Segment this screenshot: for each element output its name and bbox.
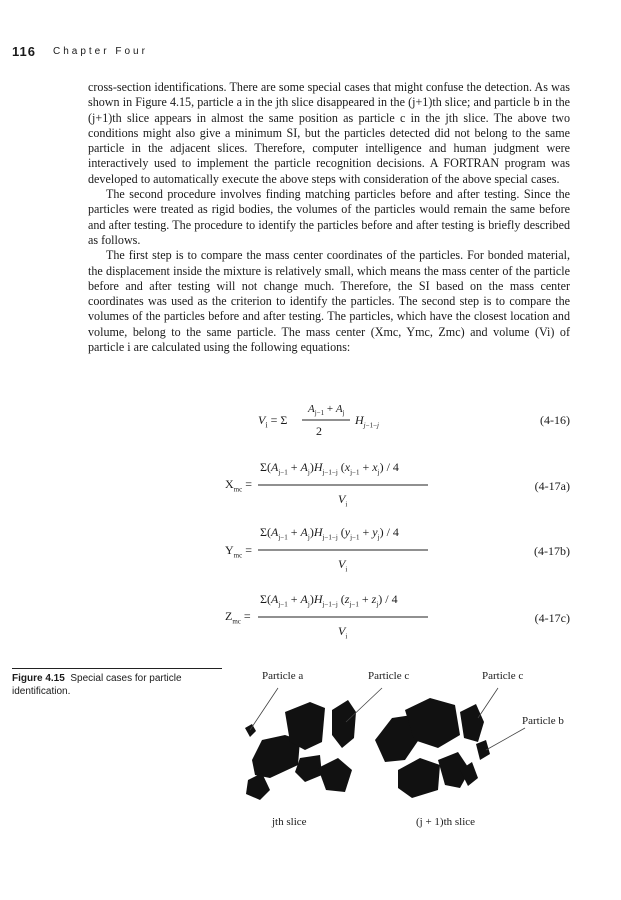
particle-bottom-center xyxy=(398,758,440,798)
paragraph-2: The second procedure involves finding matching particles before and after testing. Since the particles were treated as rigid bodies, the volumes of the particles would remain the same before and after testing. The procedure to identify the particles before and after testing is briefly described as follows. xyxy=(88,187,570,247)
eq2-denominator: $V_i$ xyxy=(338,492,348,509)
slice-j-label: jth slice xyxy=(272,816,307,828)
leader-particle-c2 xyxy=(478,688,498,718)
eq2-lhs: $X_{mc}$ = xyxy=(225,477,253,494)
particle-lower-right xyxy=(318,758,352,792)
particle-a xyxy=(245,724,256,737)
eq1-tail: $H_{j-1-j}$ xyxy=(355,413,379,430)
leader-particle-b xyxy=(486,728,525,750)
leader-particle-c1 xyxy=(346,688,382,722)
eq1-number: (4-16) xyxy=(540,413,570,427)
slice-j1-label: (j + 1)th slice xyxy=(416,816,476,828)
eq1-lhs: $V_i = \Sigma$ xyxy=(258,413,288,430)
eq4-denominator: $V_i$ xyxy=(338,624,348,641)
particle-b xyxy=(476,740,490,760)
label-particle-c2: Particle c xyxy=(482,670,524,682)
eq1-numerator: $A_{j-1} + A_j$ xyxy=(308,403,345,418)
page-number: 116 xyxy=(12,44,36,59)
figure-caption-label: Figure 4.15 xyxy=(12,673,65,684)
label-particle-c1: Particle c xyxy=(368,670,410,682)
eq3-lhs: $Y_{mc}$ = xyxy=(225,543,253,560)
chapter-header: Chapter Four xyxy=(53,46,148,57)
particle-right-c xyxy=(460,704,484,742)
figure-caption xyxy=(12,668,222,698)
label-particle-b: Particle b xyxy=(522,715,564,727)
eq3-denominator: $V_i$ xyxy=(338,557,348,574)
label-particle-a: Particle a xyxy=(262,670,304,682)
eq4-number: (4-17c) xyxy=(534,611,570,625)
eq3-number: (4-17b) xyxy=(534,544,570,558)
eq2-number: (4-17a) xyxy=(534,479,570,493)
slice-j1-particles xyxy=(375,698,490,798)
leader-particle-a xyxy=(250,688,278,730)
paragraph-1: cross-section identifications. There are some special cases that might confuse the detection. As was shown in Figure 4.15, particle a in the jth slice disappeared in the (j+1)th slice; and particle b in the (j+1)th slice appears in almost the same position as particle c in the jth slice. The above two conditions might also give a minimum SI, but the particles detected did not belong to the same particle in the adjacent slices. Therefore, computer intelligence and human judgment were interactively used to implement the particle recognition decisions. A FORTRAN program was developed to automatically execute the above steps with consideration of the above special cases. xyxy=(88,80,570,186)
particle-small-center xyxy=(295,755,322,782)
eq4-numerator: $\Sigma(A_{j-1} + A_j)H_{j-1-j}$ $(z_{j-1} + z_j) / 4$ xyxy=(260,592,398,609)
slice-j-particles xyxy=(245,700,356,800)
eq2-numerator: $\Sigma(A_{j-1} + A_j)H_{j-1-j}$ $(x_{j-1} + x_j) / 4$ xyxy=(260,460,399,477)
paragraph-3: The first step is to compare the mass center coordinates of the particles. For bonded material, the displacement inside the mixture is relatively small, which means the mass center of the particle before and after testing will not change much. Therefore, the SI based on the mass center coordinates was used as the criterion to identify the particles. The second step is to compare the volumes of the particles before and after testing. The particles, which have the closest location and volume, belong to the same particle. The mass center (Xmc, Ymc, Zmc) and volume (Vi) of particle i are calculated using the following equations: xyxy=(88,248,570,355)
figure-caption-text: Special cases for particle identification. xyxy=(12,673,182,697)
eq3-numerator: $\Sigma(A_{j-1} + A_j)H_{j-1-j}$ $(y_{j-1} + y_j) / 4$ xyxy=(260,525,399,542)
eq1-denominator: 2 xyxy=(316,424,322,438)
eq4-lhs: $Z_{mc}$ = xyxy=(225,609,251,626)
particle-c xyxy=(332,700,356,748)
